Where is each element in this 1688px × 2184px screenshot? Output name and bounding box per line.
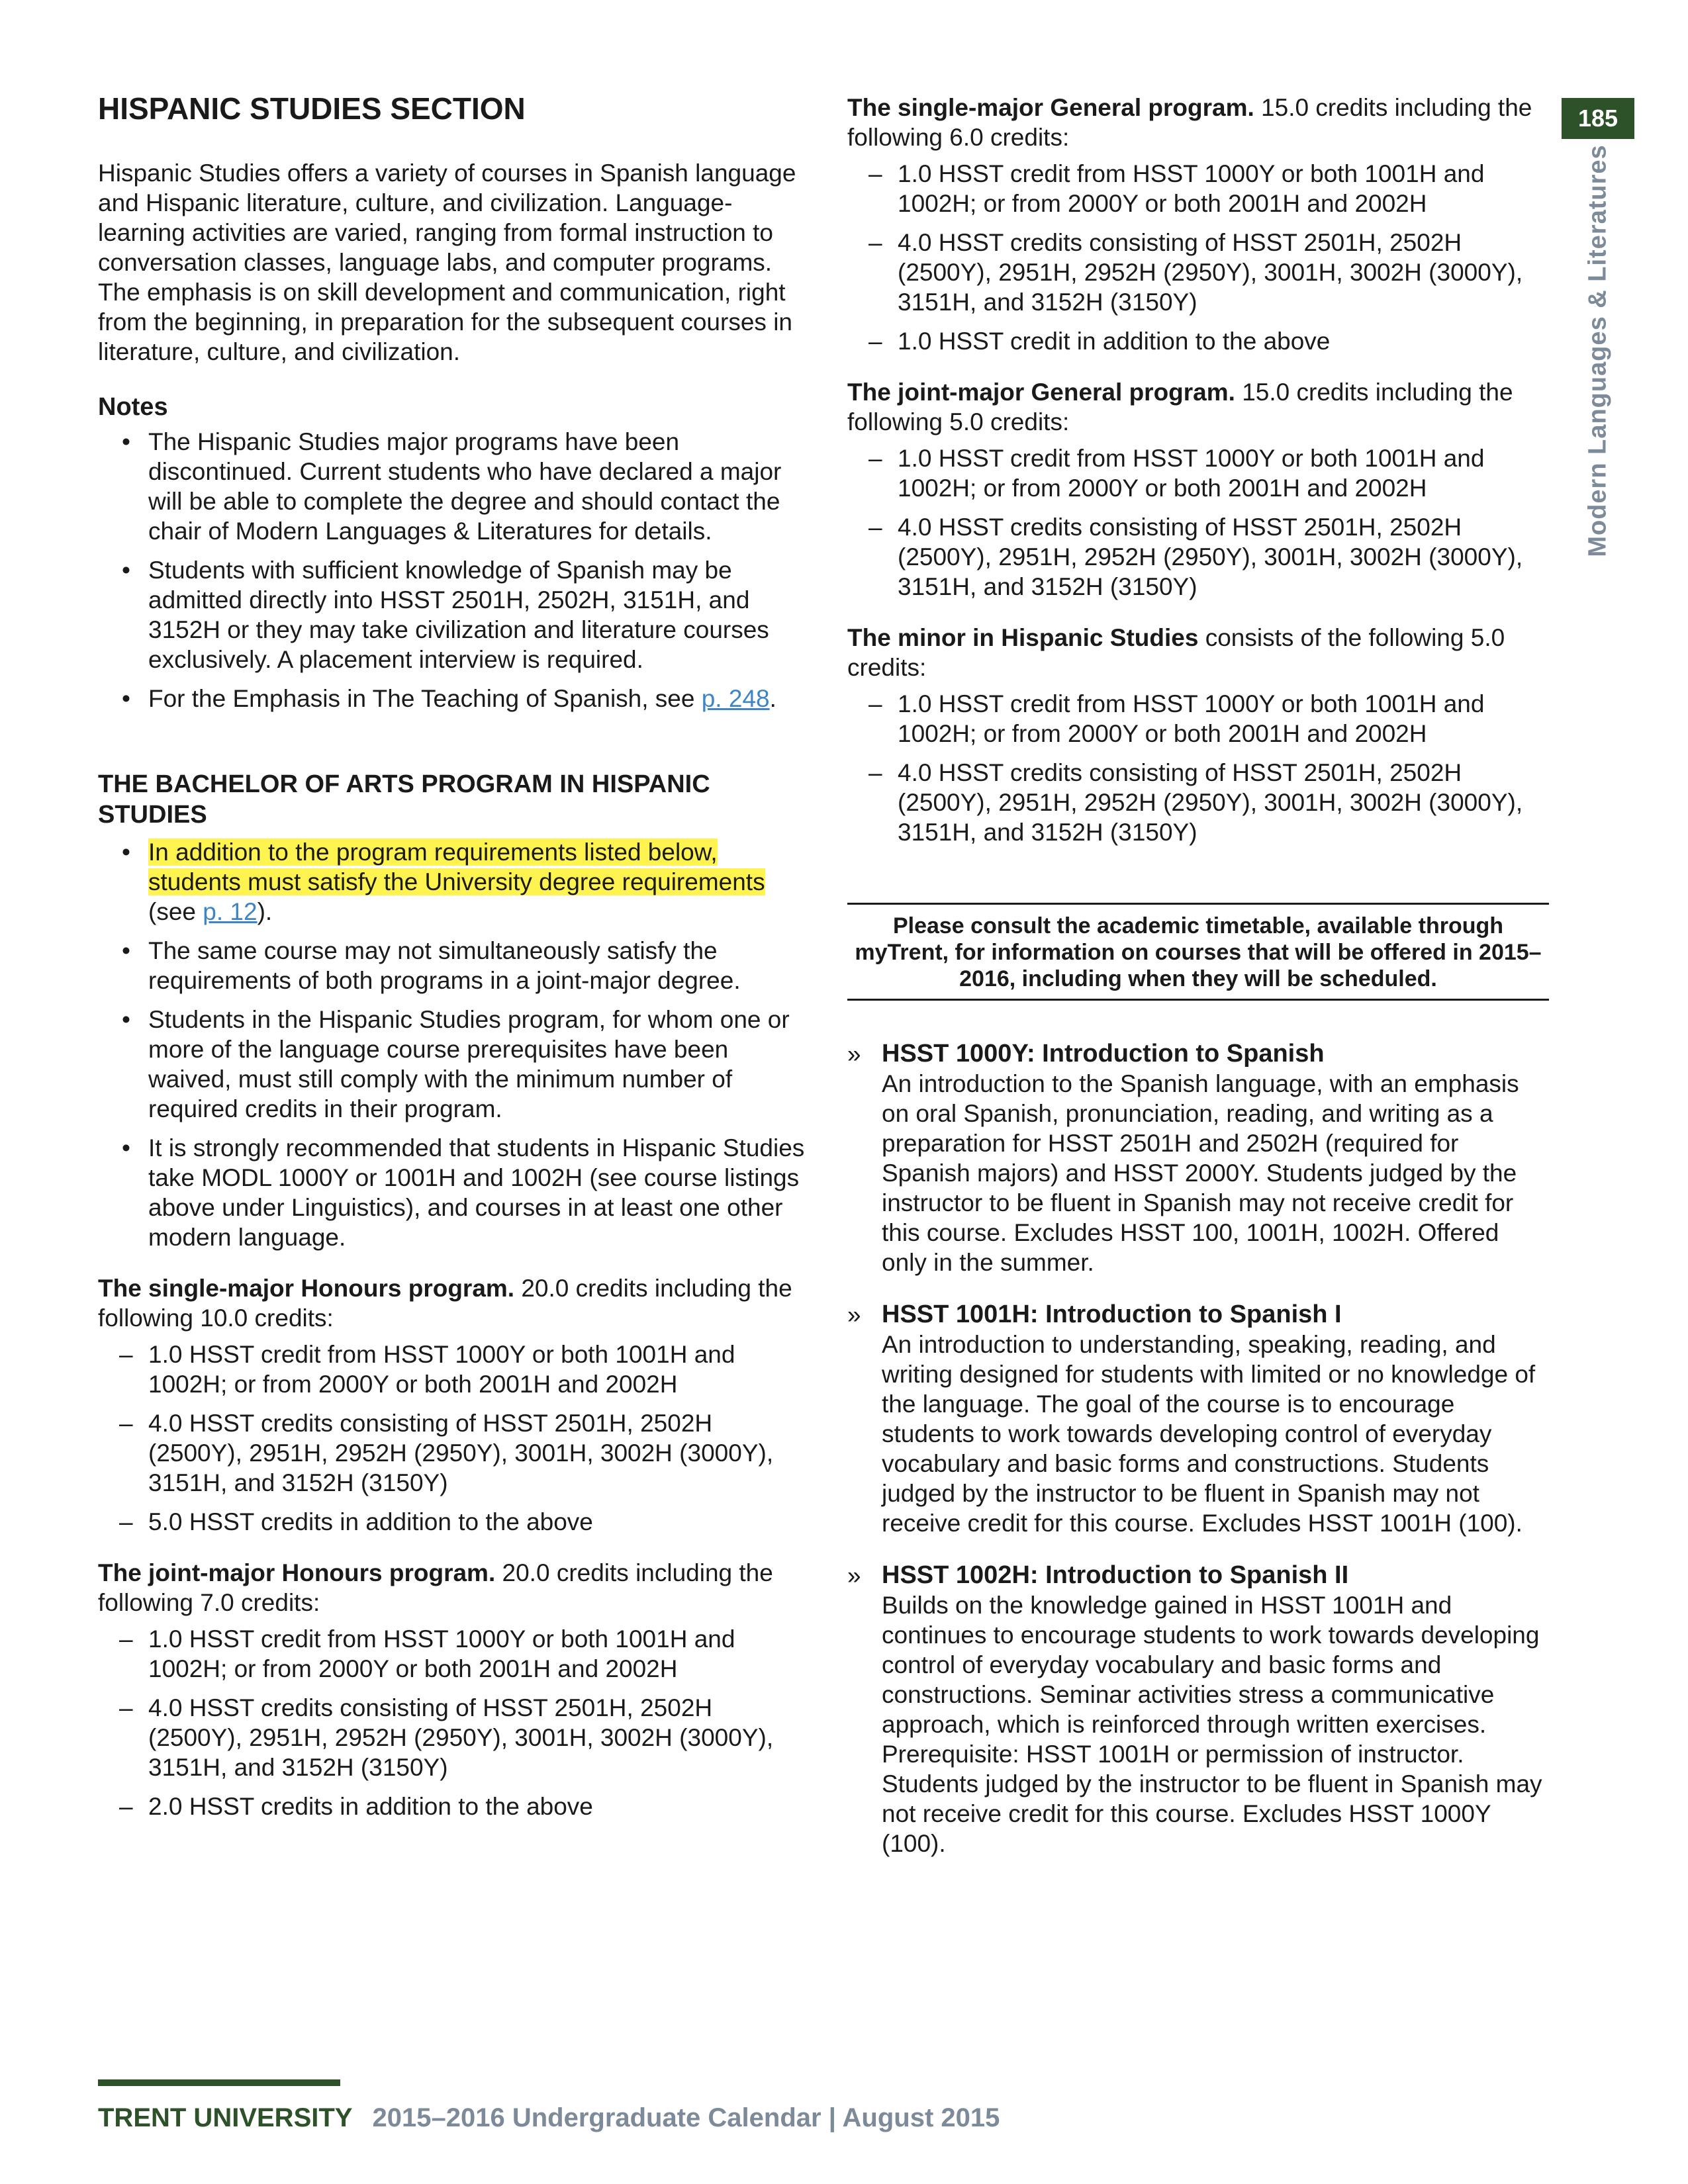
requirement-item: – 1.0 HSST credit from HSST 1000Y or both 1001H and 1002H; or from 2000Y or both 2001H and 2002H bbox=[898, 443, 1549, 503]
requirement-item: – 5.0 HSST credits in addition to the above bbox=[148, 1507, 813, 1537]
footer-rule bbox=[98, 2079, 340, 2086]
course-marker: » bbox=[847, 1562, 861, 1589]
requirement-item: – 1.0 HSST credit from HSST 1000Y or both 1001H and 1002H; or from 2000Y or both 2001H and 2002H bbox=[148, 1340, 813, 1399]
course-description: An introduction to understanding, speaking, reading, and writing designed for students with limited or no knowledge of the language. The goal of the course is to encourage students to work towards developing control of everyday vocabulary and basic forms and constructions. Students judged by the instructor to be fluent in Spanish may not receive credit for this course. Excludes HSST 1001H (100). bbox=[882, 1331, 1536, 1537]
single-major-honours-program bbox=[98, 1273, 813, 1537]
section-title: HISPANIC STUDIES SECTION bbox=[98, 91, 526, 126]
program-name: The single-major Honours program. bbox=[98, 1274, 515, 1302]
timetable-notice: Please consult the academic timetable, available through myTrent, for information on courses that will be offered in 2015–2016, including when they will be scheduled. bbox=[847, 903, 1549, 1001]
requirement-item: – 1.0 HSST credit from HSST 1000Y or both 1001H and 1002H; or from 2000Y or both 2001H and 2002H bbox=[898, 689, 1549, 749]
course-entry bbox=[847, 1300, 1549, 1538]
requirement-item: – 4.0 HSST credits consisting of HSST 2501H, 2502H (2500Y), 2951H, 2952H (2950Y), 3001H, 3002H (3000Y), 3151H, and 3152H (3150Y) bbox=[148, 1693, 813, 1782]
minor-program bbox=[847, 623, 1549, 847]
program-credits: 20.0 credits including the following 7.0 credits: bbox=[98, 1559, 773, 1616]
note-item bbox=[148, 684, 813, 713]
requirement-item: – 1.0 HSST credit from HSST 1000Y or both 1001H and 1002H; or from 2000Y or both 2001H and 2002H bbox=[148, 1624, 813, 1684]
course-entry bbox=[847, 1561, 1549, 1858]
ba-item bbox=[148, 837, 813, 927]
footer-calendar: 2015–2016 Undergraduate Calendar | August 2015 bbox=[372, 2103, 1000, 2132]
requirement-item: – 4.0 HSST credits consisting of HSST 2501H, 2502H (2500Y), 2951H, 2952H (2950Y), 3001H, 3002H (3000Y), 3151H, and 3152H (3150Y) bbox=[898, 228, 1549, 317]
note-end: . bbox=[769, 684, 776, 712]
requirement-item: – 2.0 HSST credits in addition to the above bbox=[148, 1792, 813, 1821]
requirement-item: – 4.0 HSST credits consisting of HSST 2501H, 2502H (2500Y), 2951H, 2952H (2950Y), 3001H, 3002H (3000Y), 3151H, and 3152H (3150Y) bbox=[898, 512, 1549, 602]
ba-item: • The same course may not simultaneously satisfy the requirements of both programs in a joint-major degree. bbox=[148, 936, 813, 995]
course-title: HSST 1000Y: Introduction to Spanish bbox=[882, 1040, 1325, 1068]
intro-paragraph: Hispanic Studies offers a variety of courses in Spanish language and Hispanic literature, culture, and civilization. Language-learning activities are varied, ranging from formal instruction to conversation classes, language labs, and computer programs. The emphasis is on skill development and communication, right from the beginning, in preparation for the subsequent courses in literature, culture, and civilization. bbox=[98, 159, 796, 365]
course-entry bbox=[847, 1039, 1549, 1277]
section-sidebar-label: Modern Languages & Literatures bbox=[1583, 144, 1612, 557]
program-name: The joint-major General program. bbox=[847, 379, 1235, 406]
program-lead bbox=[847, 623, 1549, 682]
program-name: The joint-major Honours program. bbox=[98, 1559, 496, 1586]
footer bbox=[98, 2103, 1000, 2133]
course-title: HSST 1002H: Introduction to Spanish II bbox=[882, 1561, 1349, 1589]
highlighted-text: In addition to the program requirements listed below, students must satisfy the University degree requirements bbox=[148, 838, 765, 895]
ba-item-end: ). bbox=[257, 897, 273, 925]
course-description: An introduction to the Spanish language, with an emphasis on oral Spanish, pronunciation, reading, and writing as a preparation for HSST 2501H and 2502H (required for Spanish majors) and HSST 2000Y. Students judged by the instructor to be fluent in Spanish may not receive credit for this course. Excludes HSST 100, 1001H, 1002H. Offered only in the summer. bbox=[882, 1070, 1519, 1276]
program-credits: 20.0 credits including the following 10.0 credits: bbox=[98, 1274, 792, 1332]
ba-item-mid: (see bbox=[148, 897, 203, 925]
note-text: For the Emphasis in The Teaching of Spanish, see bbox=[148, 684, 702, 712]
single-major-general-program bbox=[847, 93, 1549, 356]
left-column bbox=[98, 91, 813, 1831]
program-lead bbox=[98, 1273, 813, 1333]
joint-major-general-program bbox=[847, 377, 1549, 602]
program-lead bbox=[847, 377, 1549, 437]
course-title: HSST 1001H: Introduction to Spanish I bbox=[882, 1300, 1342, 1328]
ba-requirements-list bbox=[98, 837, 813, 1252]
notes-heading: Notes bbox=[98, 392, 168, 421]
requirement-item: – 1.0 HSST credit in addition to the above bbox=[898, 326, 1549, 356]
requirement-item: – 4.0 HSST credits consisting of HSST 2501H, 2502H (2500Y), 2951H, 2952H (2950Y), 3001H, 3002H (3000Y), 3151H, and 3152H (3150Y) bbox=[148, 1408, 813, 1498]
program-lead bbox=[98, 1558, 813, 1617]
course-marker: » bbox=[847, 1301, 861, 1328]
ba-item: • Students in the Hispanic Studies program, for whom one or more of the language course prerequisites have been waived, must still comply with the minimum number of required credits in their program. bbox=[148, 1005, 813, 1124]
program-credits: consists of the following 5.0 credits: bbox=[847, 624, 1505, 681]
program-credits: 15.0 credits including the following 6.0 credits: bbox=[847, 94, 1532, 151]
program-lead bbox=[847, 93, 1549, 152]
program-name: The minor in Hispanic Studies bbox=[847, 624, 1199, 651]
course-description: Builds on the knowledge gained in HSST 1001H and continues to encourage students to work towards developing control of everyday vocabulary and basic forms and constructions. Seminar activities stress a communicative approach, which is reinforced through written exercises. Prerequisite: HSST 1001H or permission of instructor. Students judged by the instructor to be fluent in Spanish may not receive credit for this course. Excludes HSST 1000Y (100). bbox=[882, 1592, 1542, 1857]
footer-university: TRENT UNIVERSITY bbox=[98, 2103, 353, 2132]
course-marker: » bbox=[847, 1040, 861, 1068]
notes-list bbox=[98, 427, 813, 713]
requirement-item: – 1.0 HSST credit from HSST 1000Y or both 1001H and 1002H; or from 2000Y or both 2001H and 2002H bbox=[898, 159, 1549, 218]
degree-requirements-page-link[interactable]: p. 12 bbox=[203, 897, 258, 925]
teaching-spanish-page-link[interactable]: p. 248 bbox=[701, 684, 770, 712]
page-number: 185 bbox=[1562, 98, 1634, 139]
joint-major-honours-program bbox=[98, 1558, 813, 1821]
right-column bbox=[847, 93, 1549, 1881]
ba-program-title: THE BACHELOR OF ARTS PROGRAM IN HISPANIC STUDIES bbox=[98, 770, 710, 829]
note-item: • Students with sufficient knowledge of Spanish may be admitted directly into HSST 2501H, 2502H, 3151H, and 3152H or they may take civilization and literature courses exclusively. A placement interview is required. bbox=[148, 555, 813, 674]
program-credits: 15.0 credits including the following 5.0 credits: bbox=[847, 379, 1513, 435]
requirement-item: – 4.0 HSST credits consisting of HSST 2501H, 2502H (2500Y), 2951H, 2952H (2950Y), 3001H, 3002H (3000Y), 3151H, and 3152H (3150Y) bbox=[898, 758, 1549, 847]
note-item: • The Hispanic Studies major programs have been discontinued. Current students who have declared a major will be able to complete the degree and should contact the chair of Modern Languages & Literatures for details. bbox=[148, 427, 813, 546]
ba-item: • It is strongly recommended that students in Hispanic Studies take MODL 1000Y or 1001H and 1002H (see course listings above under Linguistics), and courses in at least one other modern language. bbox=[148, 1133, 813, 1252]
program-name: The single-major General program. bbox=[847, 94, 1254, 121]
